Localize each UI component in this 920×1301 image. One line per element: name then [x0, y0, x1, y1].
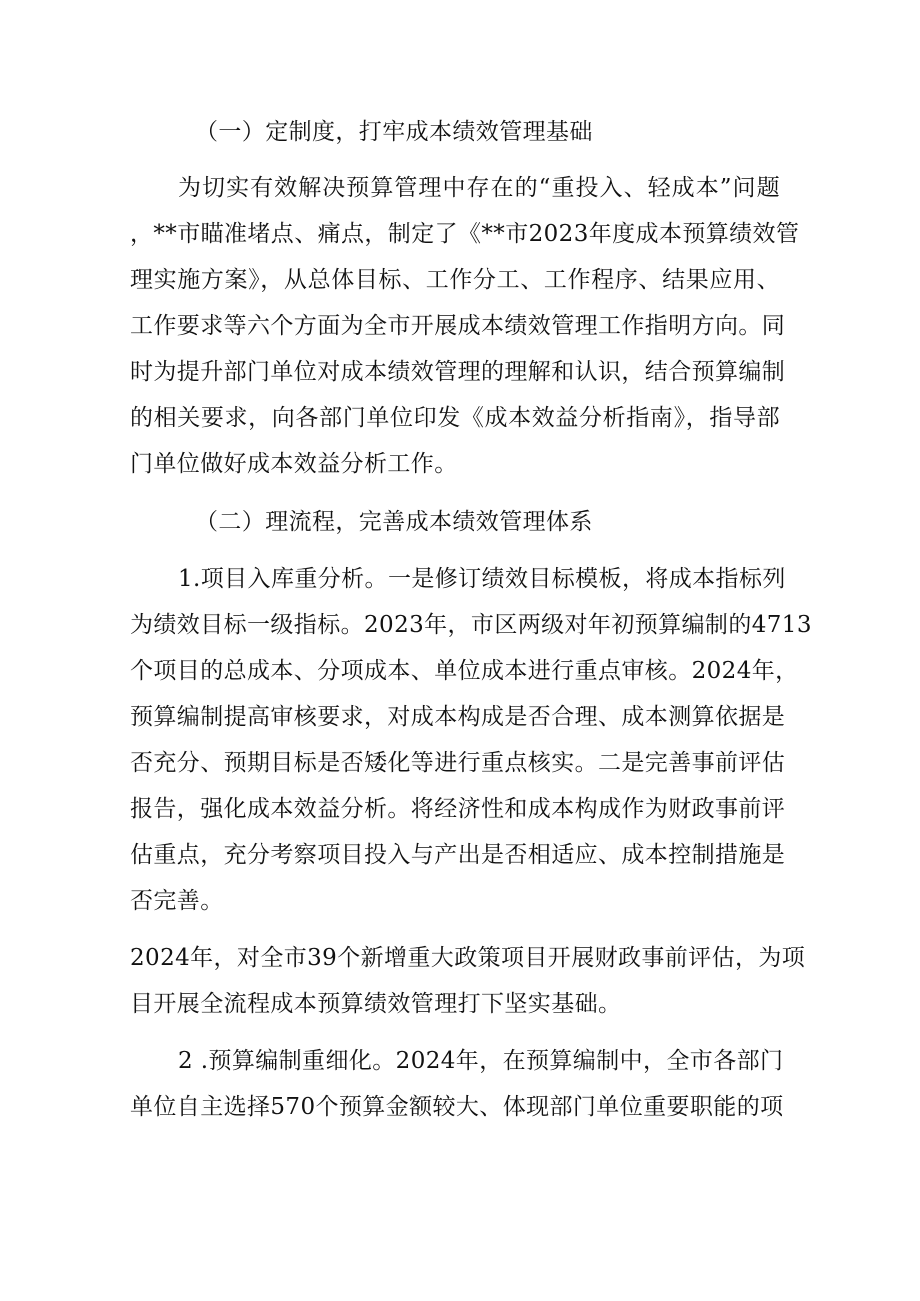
paragraph-line: 否完善。	[130, 888, 224, 914]
paragraph-line: 门单位做好成本效益分析工作。	[130, 451, 458, 477]
paragraph-line: 报告，强化成本效益分析。将经济性和成本构成作为财政事前评	[130, 796, 786, 822]
paragraph-line: 2024年，对全市39个新增重大政策项目开展财政事前评估，为项	[130, 945, 806, 971]
paragraph-line: 单位自主选择570个预算金额较大、体现部门单位重要职能的项	[130, 1094, 784, 1120]
paragraph-line: 工作要求等六个方面为全市开展成本绩效管理工作指明方向。同	[130, 313, 786, 339]
paragraph-line: 为切实有效解决预算管理中存在的“重投入、轻成本”问题	[178, 175, 780, 201]
section-heading-2: （二）理流程，完善成本绩效管理体系	[195, 509, 593, 535]
paragraph-line: ，**市瞄准堵点、痛点，制定了《**市2023年度成本预算绩效管	[130, 221, 800, 247]
paragraph-line: 2 .预算编制重细化。2024年，在预算编制中，全市各部门	[178, 1048, 784, 1074]
paragraph-line: 时为提升部门单位对成本绩效管理的理解和认识，结合预算编制	[130, 359, 786, 385]
paragraph-line: 否充分、预期目标是否矮化等进行重点核实。二是完善事前评估	[130, 750, 786, 776]
paragraph-line: 的相关要求，向各部门单位印发《成本效益分析指南》，指导部	[130, 405, 780, 431]
paragraph-line: 预算编制提高审核要求，对成本构成是否合理、成本测算依据是	[130, 704, 786, 730]
paragraph-line: 个项目的总成本、分项成本、单位成本进行重点审核。2024年，	[130, 658, 799, 684]
paragraph-line: 估重点，充分考察项目投入与产出是否相适应、成本控制措施是	[130, 842, 786, 868]
paragraph-line: 为绩效目标一级指标。2023年，市区两级对年初预算编制的4713	[130, 612, 812, 638]
paragraph-line: 理实施方案》，从总体目标、工作分工、工作程序、结果应用、	[130, 267, 780, 293]
section-heading-1: （一）定制度，打牢成本绩效管理基础	[195, 119, 593, 145]
paragraph-line: 目开展全流程成本预算绩效管理打下坚实基础。	[130, 991, 622, 1017]
paragraph-line: 1.项目入库重分析。一是修订绩效目标模板，将成本指标列	[178, 566, 786, 592]
